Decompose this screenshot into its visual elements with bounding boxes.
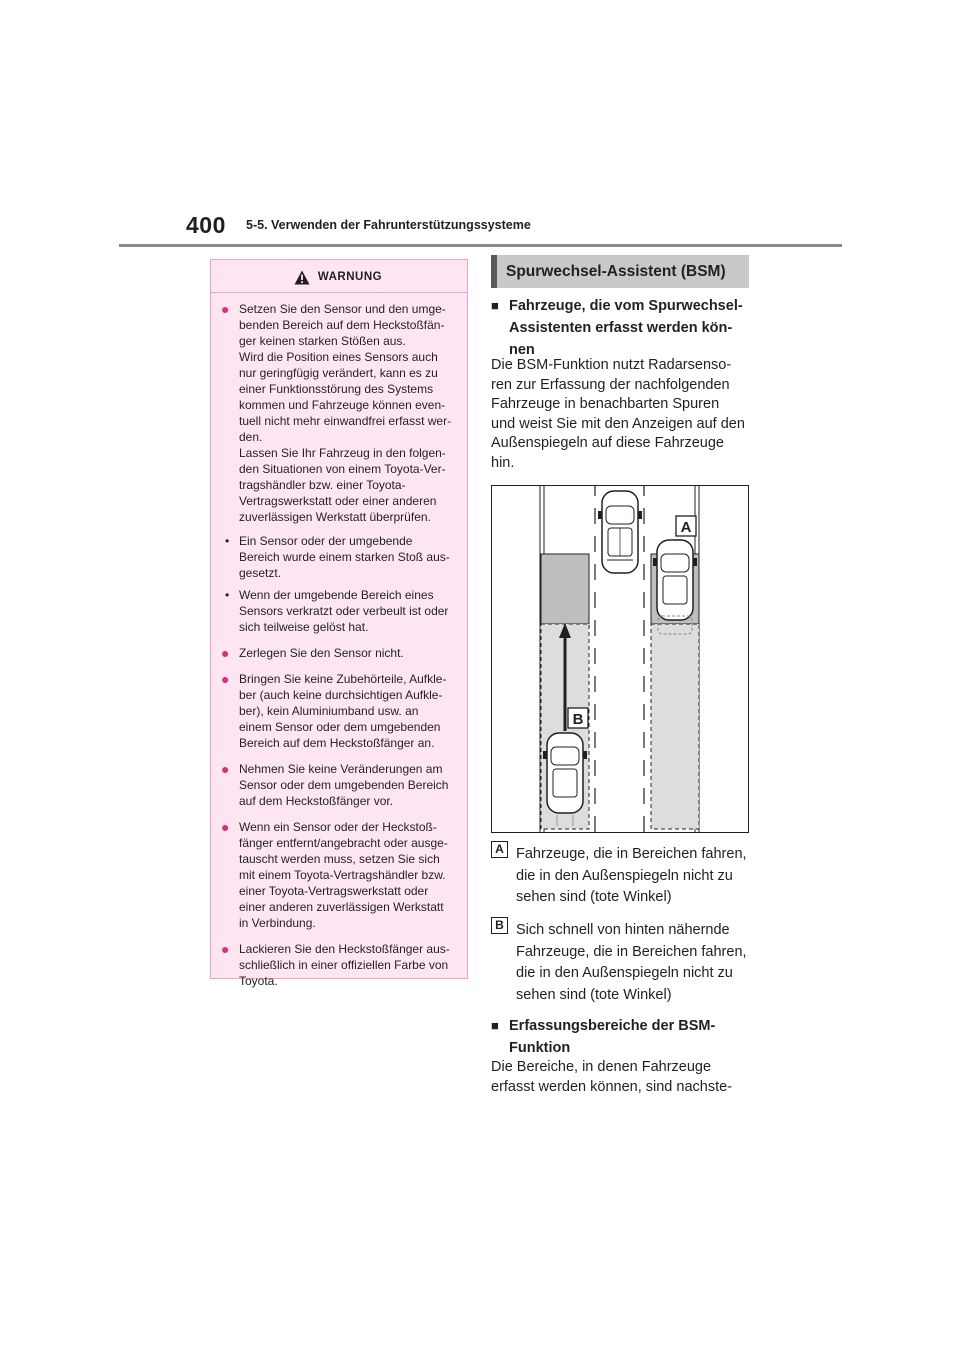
own-car-icon [598, 491, 642, 573]
bsm-diagram-svg [492, 486, 748, 832]
zone-b-right [651, 624, 699, 829]
warning-item [221, 671, 455, 751]
warning-item-text: Lackieren Sie den Heckstoßfänger aus- schließlich in einer offiziellen Farbe von Toyota. [239, 942, 450, 988]
warning-item [221, 301, 455, 525]
subheading-detection-areas [491, 1015, 715, 1059]
warning-item [221, 761, 455, 809]
label-a: A [680, 519, 692, 536]
sub-bullet-icon: • [225, 534, 230, 548]
legend-item-b [491, 920, 747, 1006]
warning-title-text: WARNUNG [317, 271, 383, 283]
bullet-dot-icon: ● [221, 645, 230, 661]
bullet-dot-icon: ● [221, 671, 230, 687]
sub-bullet-icon: • [225, 588, 230, 602]
bullet-dot-icon: ● [221, 761, 230, 777]
warning-item-text: Setzen Sie den Sensor und den umge- benden Bereich auf dem Heckstoßfän- ger keinen starken Stößen aus. Wird die Position eines Sensors auch nur geringfügig verändert, kann es zu einer Funktionsstörung des Systems kommen und Fahrzeuge können even- tuell nicht mehr einwandfrei erfasst wer- den. Lassen Sie Ihr Fahrzeug in den folgen- den Situationen von einem Toyota-Ver- tragshändler bzw. einer Toyota- Vertragswerkstatt oder einer anderen zuverlässigen Werkstatt überprüfen. [239, 302, 452, 524]
square-bullet-icon: ■ [491, 1018, 499, 1033]
section-tab-heading: Spurwechsel-Assistent (BSM) [491, 255, 749, 288]
warning-item-text: Bringen Sie keine Zubehörteile, Aufkle- ber (auch keine durchsichtigen Aufkle- ber), kein Aluminiumband usw. an einem Sensor oder dem umgebenden Bereich auf dem Heckstoßfänger an. [239, 672, 447, 750]
paragraph-detection-areas: Die Bereiche, in denen Fahrzeuge erfasst werden können, sind nachste- [491, 1059, 732, 1095]
legend-text: Fahrzeuge, die in Bereichen fahren, die in den Außenspiegeln nicht zu sehen sind (tote Winkel) [516, 846, 747, 906]
warning-item-text: Nehmen Sie keine Veränderungen am Sensor oder dem umgebenden Bereich auf dem Heckstoßfänger vor. [239, 762, 449, 808]
subheading-detected-vehicles [491, 295, 743, 361]
warning-item [221, 941, 455, 989]
legend-item-a [491, 844, 747, 909]
warning-sub-item [221, 587, 455, 635]
square-bullet-icon: ■ [491, 298, 499, 313]
legend-key-box: A [491, 841, 508, 858]
zone-a-left [541, 554, 589, 624]
subheading-text: Erfassungsbereiche der BSM- Funktion [509, 1018, 716, 1056]
label-b: B [572, 711, 584, 728]
warning-divider [211, 292, 467, 293]
section-header: 5-5. Verwenden der Fahrunterstützungssysteme [246, 218, 531, 232]
warning-item [221, 819, 455, 931]
paragraph-bsm-description: Die BSM-Funktion nutzt Radarsenso- ren zur Erfassung der nachfolgenden Fahrzeuge in benachbarten Spuren und weist Sie mit den Anzeigen auf den Außenspiegeln auf diese Fahrzeuge hin. [491, 357, 745, 471]
header-rule [119, 244, 842, 247]
page-number: 400 [186, 212, 226, 238]
subheading-text: Fahrzeuge, die vom Spurwechsel- Assistenten erfasst werden kön- nen [509, 298, 743, 358]
bsm-diagram [491, 485, 749, 833]
legend-text: Sich schnell von hinten nähernde Fahrzeuge, die in Bereichen fahren, die in den Außenspiegeln nicht zu sehen sind (tote Winkel) [516, 922, 747, 1003]
warning-sub-item-text: Ein Sensor oder der umgebende Bereich wurde einem starken Stoß aus- gesetzt. [239, 534, 450, 580]
warning-item [221, 645, 455, 661]
bullet-dot-icon: ● [221, 819, 230, 835]
warning-item-text: Wenn ein Sensor oder der Heckstoß- fänger entfernt/angebracht oder ausge- tauscht werden muss, setzen Sie sich mit einem Toyota-Vertragshändler bzw. einer Toyota-Vertragswerkstatt oder einer anderen zuverlässigen Werkstatt in Verbindung. [239, 820, 448, 930]
warning-item-text: Zerlegen Sie den Sensor nicht. [239, 646, 404, 660]
warning-triangle-icon [294, 270, 310, 285]
legend-key-box: B [491, 917, 508, 934]
warning-box [210, 259, 468, 988]
warning-title [221, 266, 455, 288]
warning-sub-item [221, 533, 455, 581]
warning-sub-item-text: Wenn der umgebende Bereich eines Sensors verkratzt oder verbeult ist oder sich teilweise gelöst hat. [239, 588, 449, 634]
bullet-dot-icon: ● [221, 941, 230, 957]
bullet-dot-icon: ● [221, 301, 230, 317]
